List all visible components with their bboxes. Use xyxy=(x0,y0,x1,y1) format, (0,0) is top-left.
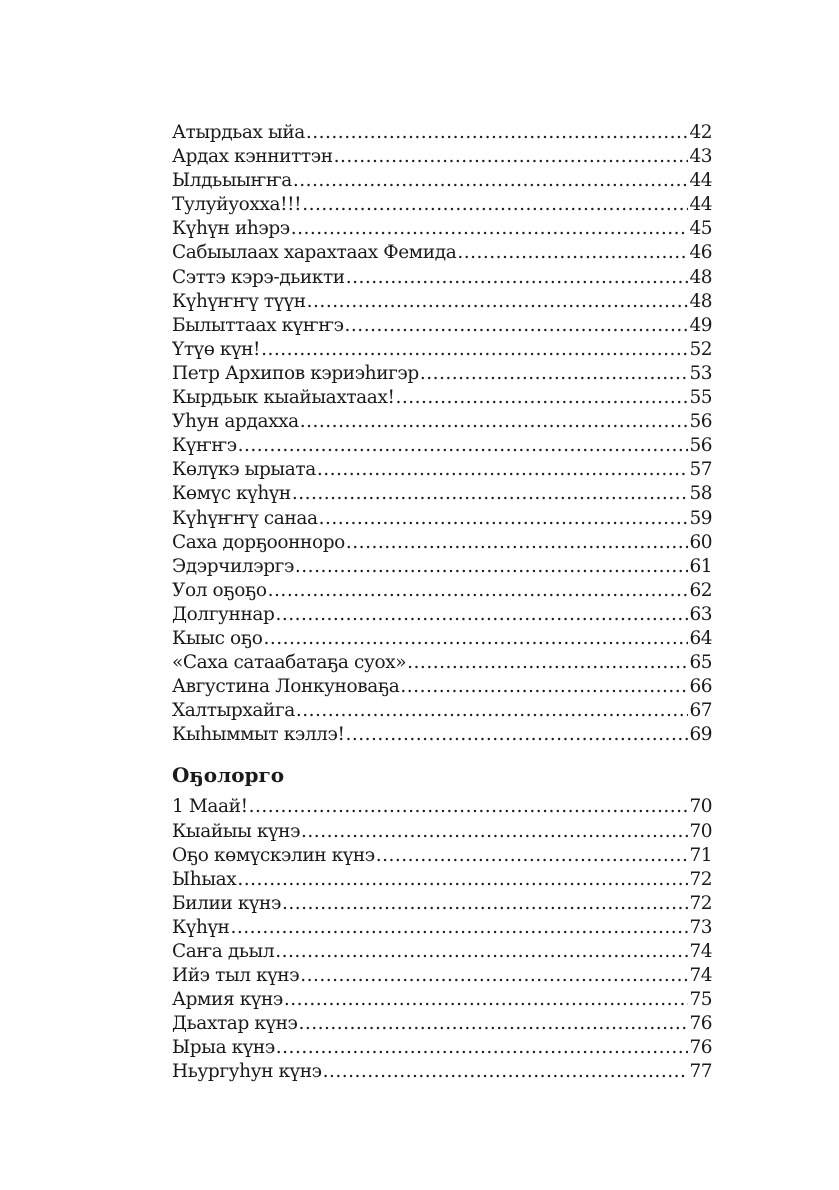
toc-entry-title: Эдэрчилэргэ xyxy=(172,555,294,577)
toc-entry xyxy=(172,531,712,555)
toc-entry-page-number: 76 xyxy=(689,1013,712,1035)
dot-leader xyxy=(319,507,689,531)
toc-entry-title: Күһүн xyxy=(172,916,230,938)
dot-leader xyxy=(346,266,689,290)
toc-entry xyxy=(172,988,712,1012)
toc-entry xyxy=(172,651,712,675)
toc-entry xyxy=(172,844,712,868)
toc-entry xyxy=(172,1060,712,1084)
dot-leader xyxy=(334,145,689,169)
toc-entry xyxy=(172,458,712,482)
toc-entry-title: Армия күнэ xyxy=(172,989,283,1011)
toc-entry xyxy=(172,338,712,362)
toc-entry-title: Үтүө күн! xyxy=(172,338,261,360)
toc-entry-page-number: 52 xyxy=(689,338,712,360)
dot-leader xyxy=(275,603,688,627)
dot-leader xyxy=(261,338,688,362)
toc-entry xyxy=(172,627,712,651)
toc-entry xyxy=(172,145,712,169)
toc-entry xyxy=(172,916,712,940)
toc-entry xyxy=(172,193,712,217)
toc-entry xyxy=(172,362,712,386)
dot-leader xyxy=(282,892,689,916)
toc-entry xyxy=(172,290,712,314)
dot-leader xyxy=(295,555,689,579)
toc-entry-title: Күһүн иһэрэ xyxy=(172,218,290,240)
toc-entry-page-number: 71 xyxy=(689,844,712,866)
toc-entry-title: Сабыылаах харахтаах Фемида xyxy=(172,242,457,264)
dot-leader xyxy=(230,916,688,940)
toc-entry-page-number: 63 xyxy=(689,603,712,625)
toc-entry xyxy=(172,169,712,193)
toc-list-children xyxy=(172,795,712,1084)
toc-entry-page-number: 42 xyxy=(689,122,712,143)
dot-leader xyxy=(306,121,689,145)
dot-leader xyxy=(296,699,689,723)
toc-entry-page-number: 59 xyxy=(689,507,712,529)
toc-entry xyxy=(172,892,712,916)
toc-entry-title: Уһун ардахха xyxy=(172,411,299,433)
dot-leader xyxy=(298,1012,688,1036)
toc-entry xyxy=(172,241,712,265)
toc-entry-title: Билии күнэ xyxy=(172,892,281,914)
toc-entry-title: Атырдьах ыйа xyxy=(172,122,305,143)
toc-entry-page-number: 43 xyxy=(689,146,712,168)
toc-entry xyxy=(172,964,712,988)
toc-entry-page-number: 67 xyxy=(689,700,712,722)
toc-entry xyxy=(172,940,712,964)
dot-leader xyxy=(396,386,689,410)
toc-entry-title: Кырдьык кыайыахтаах! xyxy=(172,387,395,409)
dot-leader xyxy=(268,579,689,603)
toc-entry xyxy=(172,723,712,747)
table-of-contents xyxy=(172,121,712,1085)
dot-leader xyxy=(291,217,689,241)
toc-entry-title: Петр Архипов кэриэһигэр xyxy=(172,362,419,384)
toc-entry xyxy=(172,507,712,531)
toc-entry xyxy=(172,1012,712,1036)
toc-entry xyxy=(172,482,712,506)
toc-entry-title: Халтырхайга xyxy=(172,700,295,722)
toc-entry-title: Күҥҥэ xyxy=(172,435,237,457)
toc-entry-title: Сэттэ кэрэ-дьикти xyxy=(172,266,345,288)
toc-entry-title: Ыһыах xyxy=(172,868,237,890)
dot-leader xyxy=(284,988,689,1012)
dot-leader xyxy=(323,1060,689,1084)
dot-leader xyxy=(237,868,688,892)
toc-entry-page-number: 45 xyxy=(689,218,712,240)
dot-leader xyxy=(276,1036,689,1060)
toc-entry xyxy=(172,820,712,844)
toc-entry-title: Уол оҕоҕо xyxy=(172,579,267,601)
toc-entry-page-number: 75 xyxy=(689,989,712,1011)
toc-entry-page-number: 48 xyxy=(689,266,712,288)
toc-entry xyxy=(172,386,712,410)
dot-leader xyxy=(420,362,689,386)
toc-entry-page-number: 70 xyxy=(689,820,712,842)
toc-entry-page-number: 44 xyxy=(689,170,712,192)
toc-entry-page-number: 69 xyxy=(689,724,712,746)
toc-entry-page-number: 74 xyxy=(689,965,712,987)
dot-leader xyxy=(457,241,688,265)
dot-leader xyxy=(407,651,688,675)
toc-entry-page-number: 65 xyxy=(689,652,712,674)
toc-entry xyxy=(172,217,712,241)
toc-entry-title: Саха дорҕоонноро xyxy=(172,531,345,553)
toc-entry-title: Оҕо көмүскэлин күнэ xyxy=(172,844,375,866)
dot-leader xyxy=(293,169,689,193)
toc-entry-page-number: 64 xyxy=(689,627,712,649)
dot-leader xyxy=(300,964,688,988)
dot-leader xyxy=(317,458,689,482)
toc-entry-title: Долгуннар xyxy=(172,603,275,625)
toc-entry-title: Кыыс оҕо xyxy=(172,627,263,649)
toc-entry-title: «Саха сатаабатаҕа суох» xyxy=(172,652,407,674)
toc-entry-page-number: 73 xyxy=(689,916,712,938)
toc-entry xyxy=(172,434,712,458)
toc-entry-page-number: 76 xyxy=(689,1037,712,1059)
toc-entry-title: Көмүс күһүн xyxy=(172,483,291,505)
toc-entry xyxy=(172,266,712,290)
dot-leader xyxy=(400,675,688,699)
toc-entry-page-number: 77 xyxy=(689,1061,712,1083)
toc-entry xyxy=(172,579,712,603)
toc-entry-title: Дьахтар күнэ xyxy=(172,1013,298,1035)
toc-entry-page-number: 74 xyxy=(689,941,712,962)
dot-leader xyxy=(302,193,688,217)
toc-entry-title: Ылдьыыҥҥа xyxy=(172,170,292,192)
dot-leader xyxy=(249,795,689,819)
toc-entry-page-number: 49 xyxy=(689,314,712,336)
toc-entry-page-number: 56 xyxy=(689,411,712,433)
toc-entry xyxy=(172,121,712,145)
dot-leader xyxy=(238,434,689,458)
toc-entry-page-number: 46 xyxy=(689,242,712,264)
toc-entry-page-number: 53 xyxy=(689,362,712,384)
dot-leader xyxy=(376,844,689,868)
toc-entry-title: Кыайыы күнэ xyxy=(172,820,301,842)
toc-entry xyxy=(172,675,712,699)
toc-entry-title: Былыттаах күҥҥэ xyxy=(172,314,344,336)
toc-entry xyxy=(172,868,712,892)
toc-entry xyxy=(172,603,712,627)
toc-list-poems xyxy=(172,121,712,747)
toc-entry-page-number: 70 xyxy=(689,796,712,818)
toc-entry-page-number: 72 xyxy=(689,892,712,914)
section-heading: Оҕолорго xyxy=(172,763,285,788)
toc-entry-page-number: 57 xyxy=(689,459,712,481)
toc-entry-title: Күһүҥҥү санаа xyxy=(172,507,318,529)
dot-leader xyxy=(275,940,688,964)
toc-entry xyxy=(172,699,712,723)
toc-entry-title: Августина Лонкуноваҕа xyxy=(172,676,400,698)
toc-entry-title: Ардах кэнниттэн xyxy=(172,146,333,168)
dot-leader xyxy=(307,290,689,314)
dot-leader xyxy=(301,820,688,844)
toc-entry-page-number: 72 xyxy=(689,868,712,890)
toc-entry-title: Ырыа күнэ xyxy=(172,1037,275,1059)
toc-entry-title: Тулуйуохха!!! xyxy=(172,194,302,216)
toc-entry-page-number: 44 xyxy=(689,194,712,216)
toc-entry xyxy=(172,555,712,579)
dot-leader xyxy=(345,314,689,338)
toc-entry-title: Көлүкэ ырыата xyxy=(172,459,316,481)
toc-entry-page-number: 62 xyxy=(689,579,712,601)
toc-entry-page-number: 60 xyxy=(689,531,712,553)
toc-entry-page-number: 48 xyxy=(689,290,712,312)
toc-entry-title: Кыһыммыт кэллэ! xyxy=(172,724,345,746)
toc-entry-page-number: 61 xyxy=(689,555,712,577)
toc-entry-title: Ийэ тыл күнэ xyxy=(172,965,300,987)
toc-entry-title: Күһүҥҥү түүн xyxy=(172,290,306,312)
toc-entry-page-number: 56 xyxy=(689,435,712,457)
toc-entry-page-number: 55 xyxy=(689,387,712,409)
toc-entry-title: Ньургуһун күнэ xyxy=(172,1061,322,1083)
toc-entry-title: 1 Маай! xyxy=(172,796,248,818)
toc-entry-page-number: 66 xyxy=(689,676,712,698)
toc-entry xyxy=(172,410,712,434)
dot-leader xyxy=(346,723,689,747)
toc-entry-page-number: 58 xyxy=(689,483,712,505)
toc-entry xyxy=(172,314,712,338)
toc-entry xyxy=(172,1036,712,1060)
toc-entry xyxy=(172,795,712,819)
dot-leader xyxy=(300,410,689,434)
toc-entry-title: Саҥа дьыл xyxy=(172,941,275,962)
dot-leader xyxy=(263,627,688,651)
dot-leader xyxy=(346,531,689,555)
dot-leader xyxy=(292,482,689,506)
